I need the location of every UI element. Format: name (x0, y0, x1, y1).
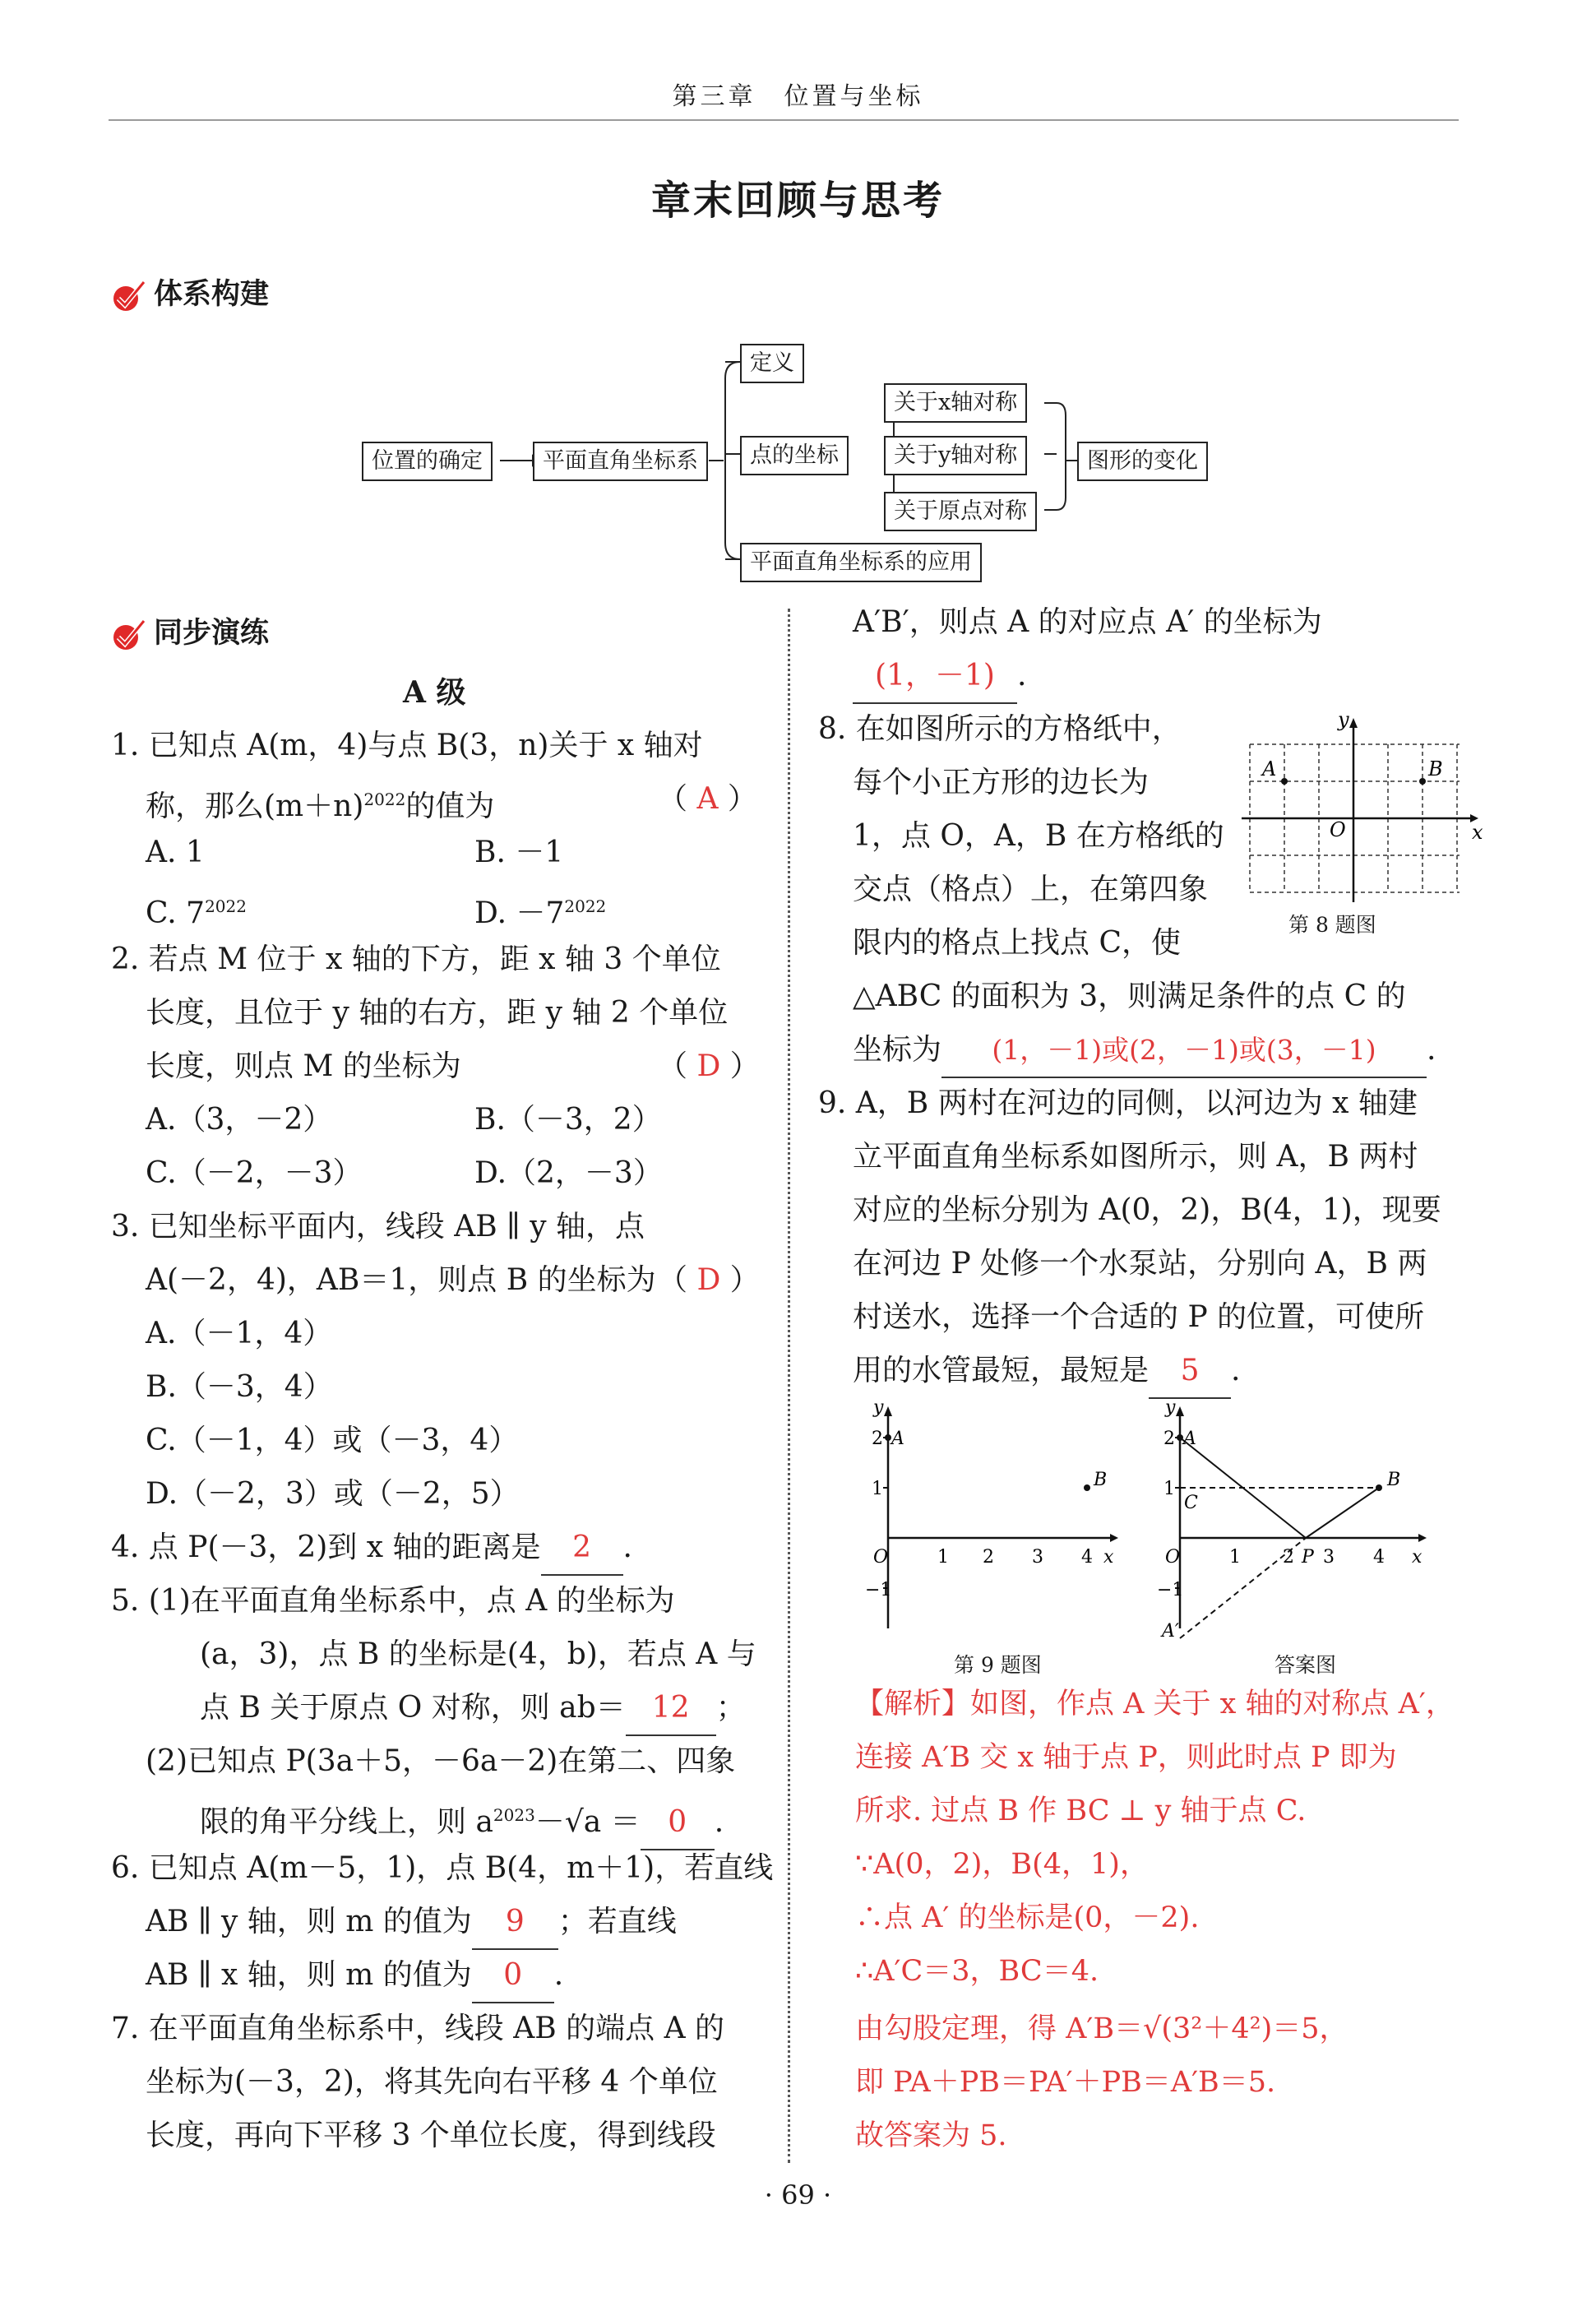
solution-line3: 所求. 过点 B 作 BC ⊥ y 轴于点 C. (855, 1795, 1307, 1827)
figure-9-graph (855, 1398, 1126, 1645)
solution-line2: 连接 A′B 交 x 轴于点 P，则此时点 P 即为 (855, 1741, 1397, 1774)
tick-label: 1 (872, 1479, 883, 1499)
header-rule (109, 119, 1459, 121)
point-a-label: A (891, 1429, 904, 1449)
solution-line9: 故答案为 5. (855, 2119, 1007, 2152)
q2-answer: （ D ） (658, 1049, 760, 1083)
box-sym-y: 关于y轴对称 (884, 436, 1027, 475)
solution-line1: 【解析】如图，作点 A 关于 x 轴的对称点 A′， (855, 1688, 1455, 1721)
section-label: 体系构建 (154, 278, 270, 311)
tick-label: 3 (1032, 1547, 1043, 1568)
q7-answer: (1，－1) . (853, 650, 1026, 704)
q8-line4: 交点（格点）上，在第四象 (853, 873, 1209, 906)
tick-label: 2 (983, 1547, 994, 1568)
point-a-label: A (1262, 757, 1277, 780)
checkmark-icon (111, 616, 147, 652)
q2-option-d: D.（2，－3） (474, 1156, 663, 1190)
box-sym-x: 关于x轴对称 (884, 383, 1027, 423)
tick-label: 2 (1283, 1547, 1294, 1568)
tick-label: 2 (1163, 1429, 1175, 1449)
q3-line2: A(－2，4)，AB＝1，则点 B 的坐标为 (146, 1263, 656, 1297)
tick-label: 1 (937, 1547, 949, 1568)
tick-label: −1 (865, 1580, 892, 1600)
q1-option-b: B. －1 (474, 836, 564, 869)
q8-line7: 坐标为 (1，－1)或(2，－1)或(3，－1) . (853, 1024, 1436, 1078)
q2-option-a: A.（3，－2） (146, 1103, 333, 1137)
point-a-label: A (1183, 1429, 1196, 1449)
solution-line6: ∴A′C＝3，BC＝4. (855, 1955, 1099, 1988)
page-number: · 69 · (764, 2179, 832, 2211)
point-a-marker (1281, 778, 1288, 785)
q9-line5: 村送水，选择一个合适的 P 的位置，可使所 (853, 1300, 1425, 1334)
q3-option-c: C.（－1，4）或（－3，4） (146, 1424, 519, 1457)
box-point-coordinates: 点的坐标 (740, 436, 849, 475)
q8-line1: 8. 在如图所示的方格纸中， (818, 712, 1182, 746)
box-position: 位置的确定 (362, 442, 493, 481)
q9-line2: 立平面直角坐标系如图所示，则 A，B 两村 (853, 1140, 1418, 1174)
q3-answer: （ D ） (658, 1263, 760, 1297)
figure-8-caption: 第 8 题图 (1288, 913, 1376, 937)
origin-label: O (1165, 1547, 1181, 1568)
solution-line4: ∵A(0，2)，B(4，1)， (855, 1848, 1149, 1881)
q9-line4: 在河边 P 处修一个水泵站，分别向 A，B 两 (853, 1247, 1427, 1281)
q3-line1: 3. 已知坐标平面内，线段 AB ∥ y 轴，点 (111, 1210, 645, 1243)
q1-line1: 1. 已知点 A(m，4)与点 B(3，n)关于 x 轴对 (111, 729, 703, 762)
section-label: 同步演练 (154, 617, 270, 650)
solution-line7: 由勾股定理，得 A′B＝√(3²＋4²)＝5， (855, 2012, 1349, 2045)
running-header: 第三章 位置与坐标 (672, 82, 924, 111)
origin-label: O (1330, 818, 1346, 841)
section-heading-structure (111, 271, 269, 313)
axis-label-x: x (1472, 821, 1483, 844)
q5-line3: 点 B 关于原点 O 对称，则 ab＝ 12 ； (200, 1682, 746, 1736)
point-b-marker (1419, 778, 1426, 785)
q7-line1: 7. 在平面直角坐标系中，线段 AB 的端点 A 的 (111, 2012, 725, 2045)
q9-line6: 用的水管最短，最短是 5 . (853, 1345, 1240, 1399)
q1-line2: 称，那么$(m+n)^{2022}$的值为 (146, 790, 495, 823)
tick-label: 3 (1323, 1547, 1335, 1568)
tick-label: −1 (1157, 1580, 1184, 1600)
section-heading-practice (111, 610, 269, 652)
q9-line3: 对应的坐标分别为 A(0，2)，B(4，1)，现要 (853, 1193, 1441, 1227)
tick-label: 4 (1081, 1547, 1093, 1568)
tick-label: 1 (1163, 1479, 1175, 1499)
point-p-label: P (1302, 1547, 1314, 1568)
q9-line1: 9. A，B 两村在河边的同侧，以河边为 x 轴建 (818, 1086, 1418, 1120)
point-c-label: C (1184, 1493, 1198, 1513)
tick-label: 4 (1373, 1547, 1385, 1568)
q1-option-c: C. $7^{2022}$ (146, 896, 247, 930)
box-sym-origin: 关于原点对称 (884, 492, 1037, 531)
box-plane: 平面直角坐标系 (533, 442, 708, 481)
q8-line5: 限内的格点上找点 C，使 (853, 926, 1181, 960)
q6-line1: 6. 已知点 A(m－5，1)，点 B(4，m＋1)，若直线 (111, 1851, 774, 1885)
q7-line2: 坐标为(－3，2)，将其先向右平移 4 个单位 (146, 2065, 718, 2099)
axis-label-y: y (1338, 711, 1349, 731)
q3-option-b: B.（－3，4） (146, 1370, 333, 1404)
point-a-prime-label: A′ (1162, 1621, 1179, 1642)
q3-option-a: A.（－1，4） (146, 1317, 333, 1350)
q8-line3: 1，点 O，A，B 在方格纸的 (853, 819, 1224, 853)
answer-figure-caption: 答案图 (1274, 1653, 1337, 1677)
box-application: 平面直角坐标系的应用 (740, 543, 982, 582)
point-b-label: B (1428, 757, 1443, 780)
page-title: 章末回顾与思考 (650, 178, 945, 224)
q1-option-a: A. 1 (146, 836, 205, 869)
solution-line5: ∴点 A′ 的坐标是(0，－2). (855, 1901, 1200, 1934)
q5-line5: 限的角平分线上，则 $a^{2023}-√a = 0$ . (200, 1789, 724, 1850)
q2-line1: 2. 若点 M 位于 x 轴的下方，距 x 轴 3 个单位 (111, 942, 721, 976)
checkmark-icon (111, 277, 147, 313)
q6-line2: AB ∥ y 轴，则 m 的值为 9 ；若直线 (146, 1896, 677, 1950)
tick-label: 1 (1229, 1547, 1241, 1568)
q1-option-d: D. $-7^{2022}$ (474, 896, 607, 930)
q8-line2: 每个小正方形的边长为 (853, 766, 1150, 799)
level-label: A 级 (403, 675, 466, 710)
q5-line1: 5. (1)在平面直角坐标系中，点 A 的坐标为 (111, 1584, 675, 1618)
origin-label: O (873, 1547, 889, 1568)
q1-answer: （ A ） (658, 782, 757, 816)
point-b-label: B (1387, 1470, 1401, 1490)
q7-line3: 长度，再向下平移 3 个单位长度，得到线段 (146, 2119, 716, 2152)
q5-line4: (2)已知点 P(3a＋5，－6a－2)在第二、四象 (146, 1744, 736, 1778)
axis-label-x: x (1103, 1547, 1114, 1568)
column-divider (788, 609, 790, 2163)
box-definition: 定义 (740, 344, 804, 383)
tick-label: 2 (872, 1429, 883, 1449)
axis-label-y: y (1165, 1398, 1176, 1418)
q7-line4: A′B′，则点 A 的对应点 A′ 的坐标为 (853, 605, 1322, 639)
q3-option-d: D.（－2，3）或（－2，5） (146, 1477, 520, 1511)
q2-option-c: C.（－2，－3） (146, 1156, 363, 1190)
q6-line3: AB ∥ x 轴，则 m 的值为 0 . (146, 1949, 563, 2003)
box-transform: 图形的变化 (1077, 442, 1208, 481)
q4-line: 4. 点 P(－3，2)到 x 轴的距离是 2 . (111, 1521, 632, 1576)
q8-line6: △ABC 的面积为 3，则满足条件的点 C 的 (853, 980, 1406, 1013)
solution-line8: 即 PA＋PB＝PA′＋PB＝A′B＝5. (855, 2066, 1276, 2099)
point-b-label: B (1094, 1470, 1108, 1490)
q2-line3: 长度，则点 M 的坐标为 (146, 1049, 461, 1083)
figure-9-caption: 第 9 题图 (954, 1653, 1042, 1677)
axis-label-x: x (1412, 1547, 1423, 1568)
answer-graph (1147, 1398, 1443, 1645)
q5-line2: (a，3)，点 B 的坐标是(4，b)，若点 A 与 (200, 1637, 756, 1671)
axis-label-y: y (873, 1398, 884, 1418)
q2-line2: 长度，且位于 y 轴的右方，距 y 轴 2 个单位 (146, 996, 729, 1030)
q2-option-b: B.（－3，2） (474, 1103, 662, 1137)
figure-8-grid (1237, 711, 1484, 909)
